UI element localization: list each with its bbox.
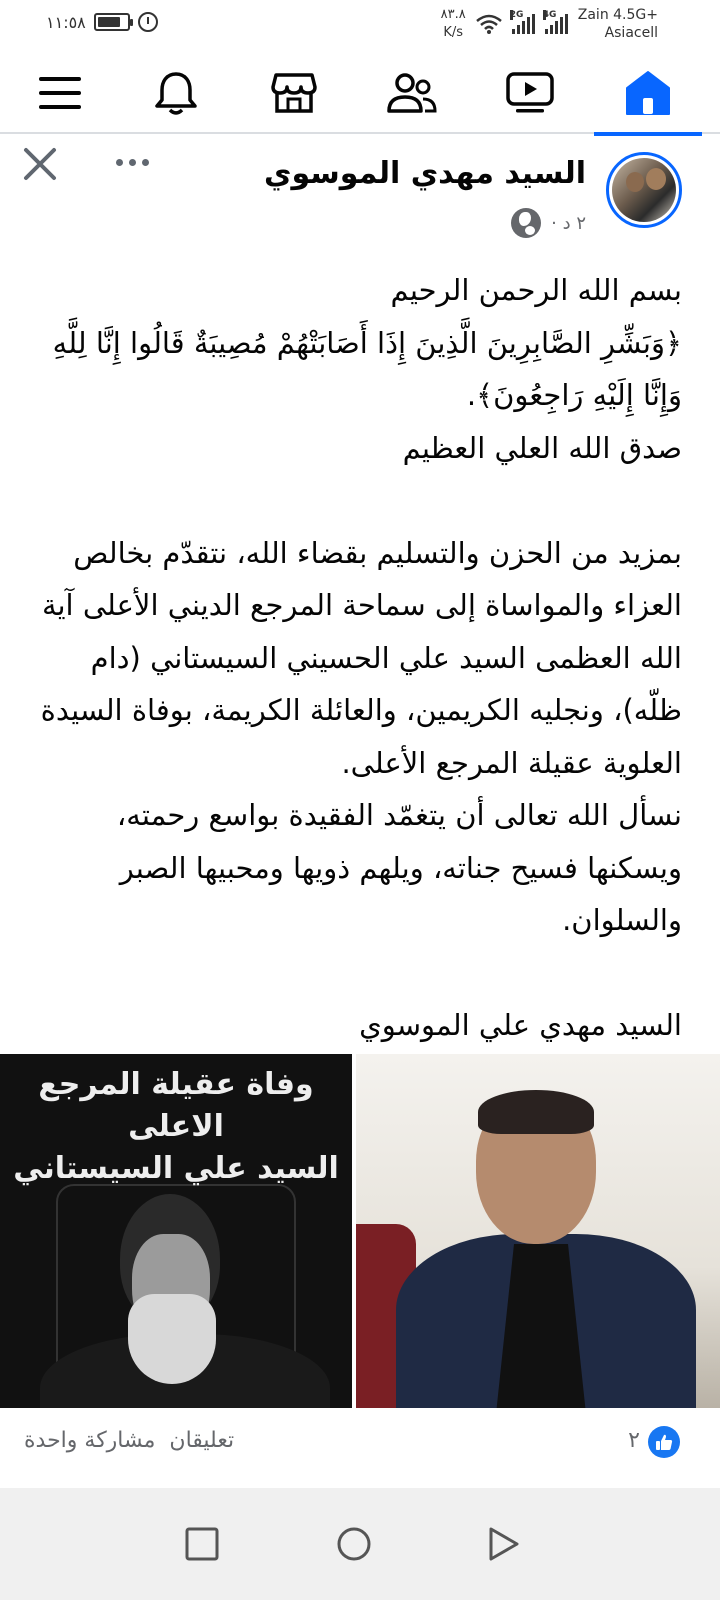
friends-icon xyxy=(387,71,437,115)
nav-menu[interactable] xyxy=(6,52,114,134)
alarm-icon xyxy=(138,12,158,32)
top-nav-bar xyxy=(0,52,720,134)
post-header xyxy=(0,136,720,248)
bell-icon xyxy=(154,70,198,116)
close-button[interactable] xyxy=(22,146,58,182)
post-paragraph-prayer: نسأل الله تعالى أن يتغمّد الفقيدة بواسع رحمته، ويسكنها فسيح جناته، ويلهم ذويها ومحبيها الصبر والسلوان. xyxy=(116,798,682,937)
speed-value: ٨٣.٨ xyxy=(440,7,466,22)
system-nav-bar xyxy=(0,1488,720,1600)
speed-unit: K/s xyxy=(443,25,464,40)
author-name[interactable]: السيد مهدي الموسوي xyxy=(263,156,586,191)
image-caption xyxy=(12,1064,340,1190)
post-image-right[interactable] xyxy=(356,1054,720,1408)
video-icon xyxy=(506,72,554,114)
triangle-icon xyxy=(487,1526,521,1562)
reactions-bar xyxy=(0,1408,720,1478)
comments-count[interactable]: تعليقان xyxy=(169,1428,235,1453)
store-icon xyxy=(271,71,317,115)
post-signature: السيد مهدي علي الموسوي xyxy=(359,1008,682,1042)
more-options-button[interactable] xyxy=(110,150,154,174)
carrier-line2: Asiacell xyxy=(604,25,658,41)
post-line-sadaq: صدق الله العلي العظيم xyxy=(402,430,682,465)
home-icon xyxy=(625,70,671,116)
post-body xyxy=(32,264,682,1052)
battery-icon xyxy=(94,13,130,31)
close-icon xyxy=(22,146,58,182)
post-time[interactable]: ٢ د · xyxy=(551,212,586,234)
carrier xyxy=(578,6,658,42)
network-speed xyxy=(441,6,466,42)
post-paragraph-condolence: بمزيد من الحزن والتسليم بقضاء الله، نتقدّم بخالص العزاء والمواساة إلى سماحة المرجع الديني الأعلى آية الله العظمى السيد علي الحسيني السيستاني (دام ظلّه)، ونجليه الكريمين، والعائلة الكريمة، بوفاة السيدة العلوية عقيلة المرجع الأعلى. xyxy=(40,535,682,780)
post-image-left[interactable] xyxy=(0,1054,352,1408)
network-type-2: 4G xyxy=(542,10,557,20)
nav-friends[interactable] xyxy=(358,52,466,134)
recents-button[interactable] xyxy=(182,1524,222,1564)
like-reaction-badge[interactable] xyxy=(648,1426,680,1458)
author-avatar[interactable] xyxy=(606,152,682,228)
post-line-basmala: بسم الله الرحمن الرحيم xyxy=(390,273,682,307)
nav-home[interactable] xyxy=(594,52,702,134)
post-line-verse: ﴿وَبَشِّرِ الصَّابِرِينَ الَّذِينَ إِذَا أَصَابَتْهُمْ مُصِيبَةٌ قَالُوا إِنَّا لِلَّهِ وَإِنَّا إِلَيْهِ رَاجِعُونَ﴾. xyxy=(52,325,682,412)
status-left xyxy=(46,12,158,32)
like-count[interactable]: ٢ xyxy=(628,1428,640,1453)
avatar-image xyxy=(612,158,676,222)
clock: ١١:٥٨ xyxy=(46,12,86,32)
status-right xyxy=(441,6,658,42)
nav-marketplace[interactable] xyxy=(240,52,348,134)
signal-icon-2 xyxy=(542,10,568,34)
status-bar xyxy=(0,0,720,52)
nav-video[interactable] xyxy=(476,52,584,134)
wifi-icon xyxy=(476,14,502,34)
circle-icon xyxy=(336,1526,372,1562)
home-system-button[interactable] xyxy=(334,1524,374,1564)
back-button[interactable] xyxy=(484,1524,524,1564)
nav-notifications[interactable] xyxy=(122,52,230,134)
network-type-1: 2G xyxy=(509,10,524,20)
post-images xyxy=(0,1054,720,1408)
image-caption-line2: السيد علي السيستاني xyxy=(13,1151,339,1186)
engagement-counts xyxy=(24,1428,234,1453)
globe-icon xyxy=(511,208,541,238)
menu-icon xyxy=(39,75,81,111)
image-caption-line1: وفاة عقيلة المرجع الاعلى xyxy=(38,1067,314,1144)
square-icon xyxy=(185,1527,219,1561)
thumbs-up-icon xyxy=(655,1433,673,1451)
shares-count[interactable]: مشاركة واحدة xyxy=(24,1428,156,1453)
signal-icon-1 xyxy=(509,10,535,34)
post-meta xyxy=(511,208,586,238)
carrier-line1: Zain 4.5G+ xyxy=(577,7,658,23)
